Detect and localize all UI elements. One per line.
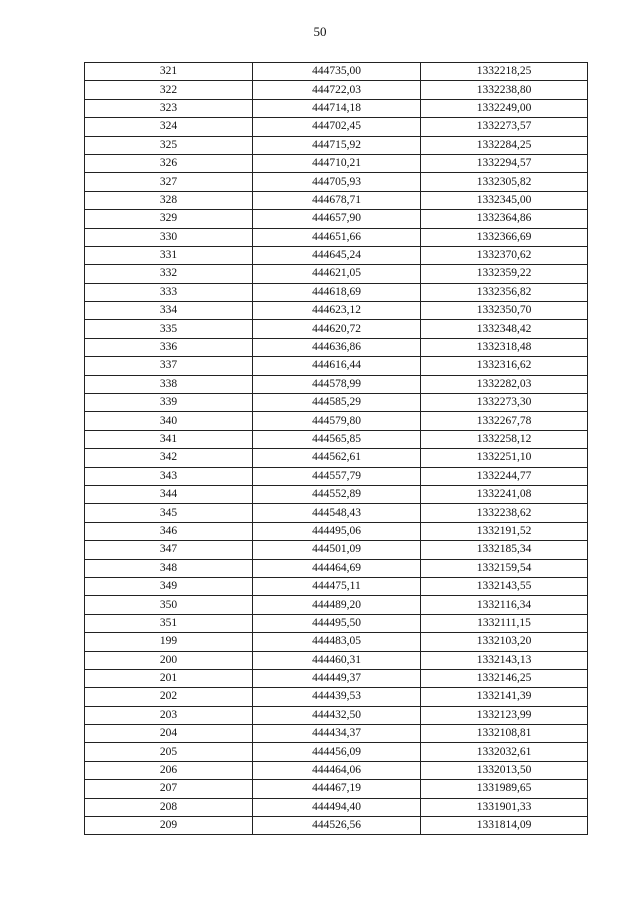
point-number-cell: 338	[85, 375, 253, 393]
y-coordinate-cell: 1331814,09	[421, 817, 588, 835]
table-row	[85, 577, 588, 595]
point-number-cell: 332	[85, 265, 253, 283]
table-row	[85, 541, 588, 559]
y-coordinate-cell: 1332273,30	[421, 394, 588, 412]
x-coordinate-cell: 444722,03	[253, 81, 421, 99]
y-coordinate-cell: 1332249,00	[421, 99, 588, 117]
point-number-cell: 328	[85, 191, 253, 209]
y-coordinate-cell: 1332108,81	[421, 725, 588, 743]
table-row	[85, 669, 588, 687]
point-number-cell: 344	[85, 485, 253, 503]
x-coordinate-cell: 444636,86	[253, 338, 421, 356]
table-row	[85, 743, 588, 761]
table-row	[85, 725, 588, 743]
point-number-cell: 333	[85, 283, 253, 301]
x-coordinate-cell: 444645,24	[253, 246, 421, 264]
table-row	[85, 394, 588, 412]
y-coordinate-cell: 1332305,82	[421, 173, 588, 191]
point-number-cell: 346	[85, 522, 253, 540]
point-number-cell: 340	[85, 412, 253, 430]
table-row	[85, 798, 588, 816]
x-coordinate-cell: 444715,92	[253, 136, 421, 154]
y-coordinate-cell: 1332366,69	[421, 228, 588, 246]
x-coordinate-cell: 444678,71	[253, 191, 421, 209]
coordinates-table	[84, 62, 588, 835]
table-row	[85, 688, 588, 706]
x-coordinate-cell: 444501,09	[253, 541, 421, 559]
point-number-cell: 336	[85, 338, 253, 356]
table-row	[85, 522, 588, 540]
y-coordinate-cell: 1332316,62	[421, 357, 588, 375]
x-coordinate-cell: 444657,90	[253, 210, 421, 228]
y-coordinate-cell: 1332258,12	[421, 430, 588, 448]
y-coordinate-cell: 1332141,39	[421, 688, 588, 706]
y-coordinate-cell: 1332284,25	[421, 136, 588, 154]
point-number-cell: 321	[85, 63, 253, 81]
x-coordinate-cell: 444449,37	[253, 669, 421, 687]
table-row	[85, 357, 588, 375]
point-number-cell: 206	[85, 761, 253, 779]
table-row	[85, 485, 588, 503]
x-coordinate-cell: 444494,40	[253, 798, 421, 816]
x-coordinate-cell: 444621,05	[253, 265, 421, 283]
table-row	[85, 504, 588, 522]
x-coordinate-cell: 444495,06	[253, 522, 421, 540]
x-coordinate-cell: 444456,09	[253, 743, 421, 761]
point-number-cell: 327	[85, 173, 253, 191]
y-coordinate-cell: 1332218,25	[421, 63, 588, 81]
point-number-cell: 329	[85, 210, 253, 228]
x-coordinate-cell: 444483,05	[253, 633, 421, 651]
y-coordinate-cell: 1332159,54	[421, 559, 588, 577]
x-coordinate-cell: 444562,61	[253, 449, 421, 467]
y-coordinate-cell: 1332103,20	[421, 633, 588, 651]
table-row	[85, 265, 588, 283]
point-number-cell: 345	[85, 504, 253, 522]
point-number-cell: 324	[85, 118, 253, 136]
y-coordinate-cell: 1332294,57	[421, 154, 588, 172]
y-coordinate-cell: 1332191,52	[421, 522, 588, 540]
point-number-cell: 331	[85, 246, 253, 264]
x-coordinate-cell: 444735,00	[253, 63, 421, 81]
x-coordinate-cell: 444651,66	[253, 228, 421, 246]
x-coordinate-cell: 444618,69	[253, 283, 421, 301]
table-row	[85, 246, 588, 264]
x-coordinate-cell: 444464,69	[253, 559, 421, 577]
y-coordinate-cell: 1332116,34	[421, 596, 588, 614]
point-number-cell: 349	[85, 577, 253, 595]
table-row	[85, 651, 588, 669]
point-number-cell: 350	[85, 596, 253, 614]
x-coordinate-cell: 444585,29	[253, 394, 421, 412]
table-row	[85, 228, 588, 246]
table-row	[85, 430, 588, 448]
point-number-cell: 325	[85, 136, 253, 154]
y-coordinate-cell: 1332364,86	[421, 210, 588, 228]
point-number-cell: 342	[85, 449, 253, 467]
y-coordinate-cell: 1332238,80	[421, 81, 588, 99]
table-row	[85, 761, 588, 779]
y-coordinate-cell: 1332356,82	[421, 283, 588, 301]
table-row	[85, 467, 588, 485]
x-coordinate-cell: 444702,45	[253, 118, 421, 136]
table-row	[85, 154, 588, 172]
point-number-cell: 322	[85, 81, 253, 99]
x-coordinate-cell: 444460,31	[253, 651, 421, 669]
y-coordinate-cell: 1332244,77	[421, 467, 588, 485]
y-coordinate-cell: 1332251,10	[421, 449, 588, 467]
point-number-cell: 351	[85, 614, 253, 632]
table-row	[85, 99, 588, 117]
point-number-cell: 334	[85, 302, 253, 320]
point-number-cell: 330	[85, 228, 253, 246]
x-coordinate-cell: 444464,06	[253, 761, 421, 779]
point-number-cell: 203	[85, 706, 253, 724]
x-coordinate-cell: 444467,19	[253, 780, 421, 798]
x-coordinate-cell: 444495,50	[253, 614, 421, 632]
y-coordinate-cell: 1332111,15	[421, 614, 588, 632]
x-coordinate-cell: 444552,89	[253, 485, 421, 503]
x-coordinate-cell: 444432,50	[253, 706, 421, 724]
y-coordinate-cell: 1332267,78	[421, 412, 588, 430]
y-coordinate-cell: 1332318,48	[421, 338, 588, 356]
table-row	[85, 633, 588, 651]
x-coordinate-cell: 444439,53	[253, 688, 421, 706]
x-coordinate-cell: 444475,11	[253, 577, 421, 595]
y-coordinate-cell: 1332143,13	[421, 651, 588, 669]
x-coordinate-cell: 444710,21	[253, 154, 421, 172]
point-number-cell: 339	[85, 394, 253, 412]
y-coordinate-cell: 1332013,50	[421, 761, 588, 779]
point-number-cell: 205	[85, 743, 253, 761]
point-number-cell: 348	[85, 559, 253, 577]
y-coordinate-cell: 1331901,33	[421, 798, 588, 816]
point-number-cell: 209	[85, 817, 253, 835]
point-number-cell: 204	[85, 725, 253, 743]
x-coordinate-cell: 444623,12	[253, 302, 421, 320]
y-coordinate-cell: 1332350,70	[421, 302, 588, 320]
point-number-cell: 202	[85, 688, 253, 706]
y-coordinate-cell: 1332238,62	[421, 504, 588, 522]
coordinates-table-body	[85, 63, 588, 835]
table-row	[85, 320, 588, 338]
table-row	[85, 210, 588, 228]
y-coordinate-cell: 1332032,61	[421, 743, 588, 761]
point-number-cell: 326	[85, 154, 253, 172]
table-row	[85, 375, 588, 393]
table-row	[85, 596, 588, 614]
x-coordinate-cell: 444579,80	[253, 412, 421, 430]
point-number-cell: 201	[85, 669, 253, 687]
table-row	[85, 191, 588, 209]
point-number-cell: 323	[85, 99, 253, 117]
point-number-cell: 335	[85, 320, 253, 338]
y-coordinate-cell: 1332348,42	[421, 320, 588, 338]
point-number-cell: 199	[85, 633, 253, 651]
x-coordinate-cell: 444526,56	[253, 817, 421, 835]
x-coordinate-cell: 444616,44	[253, 357, 421, 375]
y-coordinate-cell: 1332359,22	[421, 265, 588, 283]
x-coordinate-cell: 444578,99	[253, 375, 421, 393]
y-coordinate-cell: 1332273,57	[421, 118, 588, 136]
table-row	[85, 338, 588, 356]
y-coordinate-cell: 1331989,65	[421, 780, 588, 798]
point-number-cell: 200	[85, 651, 253, 669]
y-coordinate-cell: 1332370,62	[421, 246, 588, 264]
point-number-cell: 343	[85, 467, 253, 485]
point-number-cell: 207	[85, 780, 253, 798]
page-number: 50	[313, 24, 327, 39]
table-row	[85, 559, 588, 577]
table-row	[85, 81, 588, 99]
x-coordinate-cell: 444557,79	[253, 467, 421, 485]
table-row	[85, 173, 588, 191]
table-row	[85, 412, 588, 430]
x-coordinate-cell: 444434,37	[253, 725, 421, 743]
table-row	[85, 118, 588, 136]
y-coordinate-cell: 1332282,03	[421, 375, 588, 393]
x-coordinate-cell: 444620,72	[253, 320, 421, 338]
table-row	[85, 706, 588, 724]
y-coordinate-cell: 1332143,55	[421, 577, 588, 595]
table-row	[85, 817, 588, 835]
y-coordinate-cell: 1332241,08	[421, 485, 588, 503]
table-row	[85, 63, 588, 81]
point-number-cell: 341	[85, 430, 253, 448]
y-coordinate-cell: 1332185,34	[421, 541, 588, 559]
y-coordinate-cell: 1332123,99	[421, 706, 588, 724]
x-coordinate-cell: 444548,43	[253, 504, 421, 522]
table-row	[85, 780, 588, 798]
x-coordinate-cell: 444489,20	[253, 596, 421, 614]
point-number-cell: 347	[85, 541, 253, 559]
x-coordinate-cell: 444705,93	[253, 173, 421, 191]
y-coordinate-cell: 1332345,00	[421, 191, 588, 209]
x-coordinate-cell: 444565,85	[253, 430, 421, 448]
point-number-cell: 208	[85, 798, 253, 816]
x-coordinate-cell: 444714,18	[253, 99, 421, 117]
table-row	[85, 136, 588, 154]
table-row	[85, 449, 588, 467]
table-row	[85, 614, 588, 632]
y-coordinate-cell: 1332146,25	[421, 669, 588, 687]
table-row	[85, 283, 588, 301]
point-number-cell: 337	[85, 357, 253, 375]
table-row	[85, 302, 588, 320]
